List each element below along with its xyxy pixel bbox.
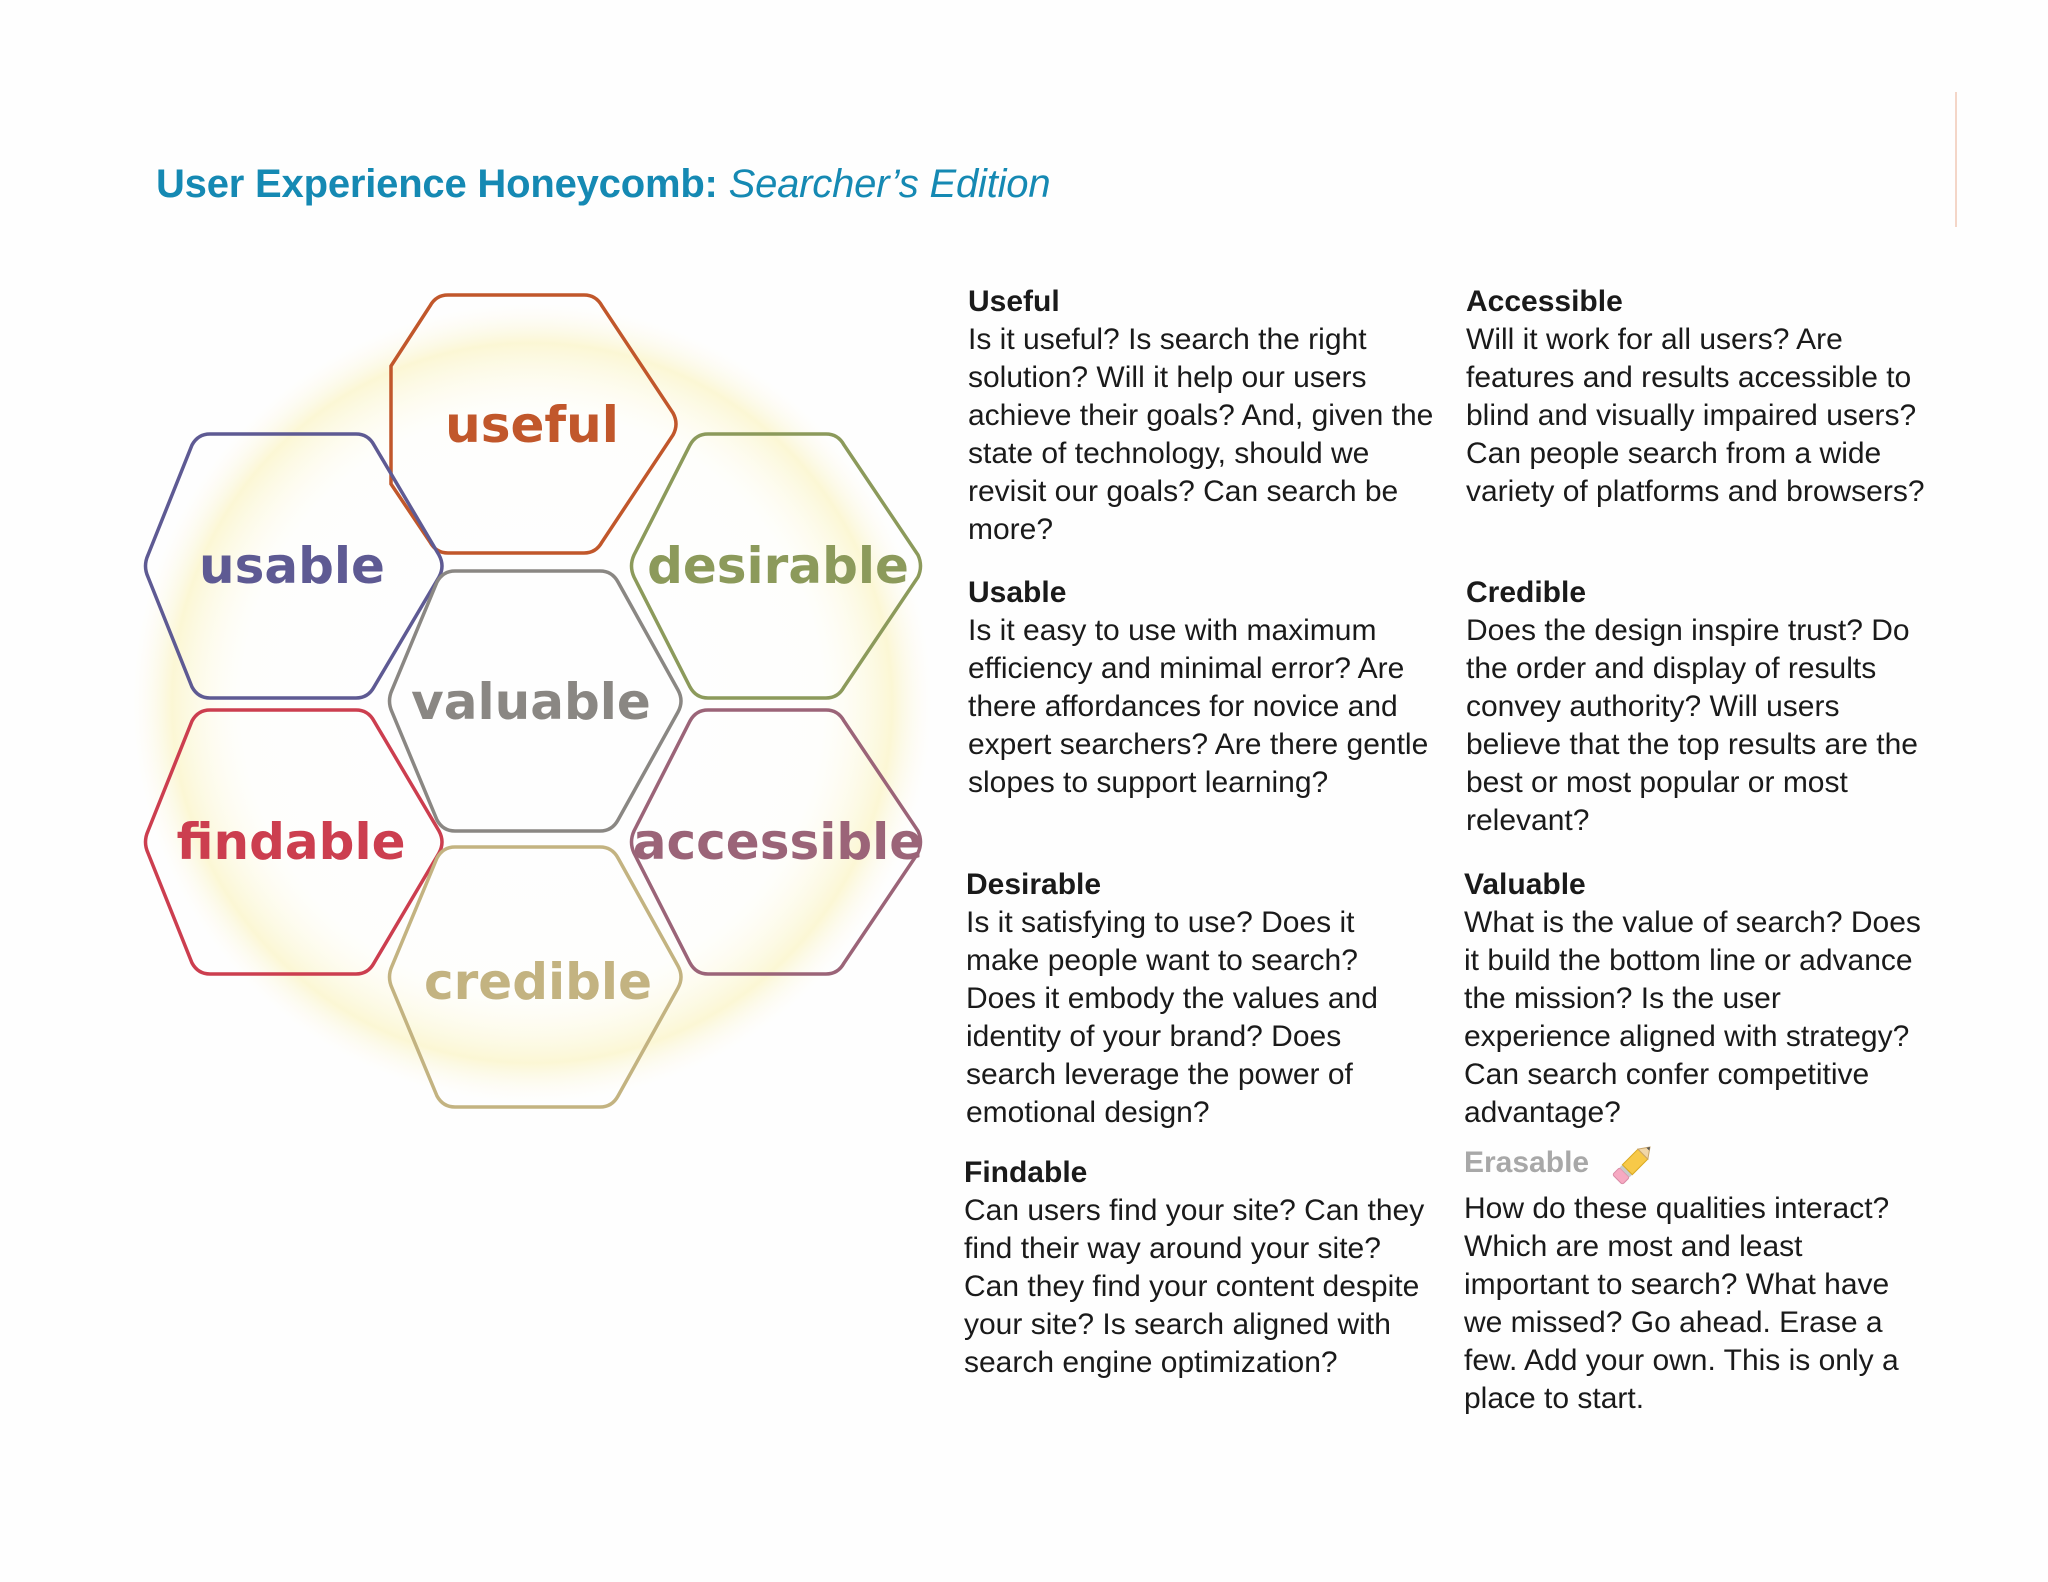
desc-heading: Useful <box>968 285 1060 318</box>
desc-text: Can users find your site? Can they find their way around your site? Can they find your content despite your site? Is search aligned with search engine optimization? <box>964 1194 1425 1379</box>
desc-text: Will it work for all users? Are features and results accessible to blind and visually impaired users? Can people search from a wide variety of platforms and browsers? <box>1466 323 1925 508</box>
desc-credible <box>1466 574 1936 840</box>
desc-accessible <box>1466 283 1936 511</box>
desc-useful <box>968 283 1438 549</box>
desc-findable <box>964 1154 1434 1382</box>
hex-label: valuable <box>411 673 651 731</box>
desc-heading: Valuable <box>1464 868 1586 901</box>
desc-heading: Desirable <box>966 868 1102 901</box>
hex-label: usable <box>199 537 385 595</box>
title-main: User Experience Honeycomb: <box>156 162 718 206</box>
honeycomb-diagram <box>0 0 940 1582</box>
desc-text: Is it easy to use with maximum efficiency and minimal error? Are there affordances for novice and expert searchers? Are there gentle slopes to support learning? <box>968 614 1429 799</box>
desc-text: Is it satisfying to use? Does it make people want to search? Does it embody the values and identity of your brand? Does search leverage the power of emotional design? <box>966 906 1378 1129</box>
hex-label: credible <box>424 953 652 1011</box>
desc-heading: Usable <box>968 576 1067 609</box>
desc-text: How do these qualities interact? Which are most and least important to search? What have we missed? Go ahead. Erase a few. Add your own. This is only a place to start. <box>1464 1192 1899 1415</box>
desc-heading: Findable <box>964 1156 1088 1189</box>
hex-label: accessible <box>632 813 924 871</box>
page-edge-line <box>1955 92 1957 227</box>
desc-text: What is the value of search? Does it build the bottom line or advance the mission? Is the user experience aligned with strategy? Can search confer competitive advantage? <box>1464 906 1921 1129</box>
title-subtitle: Searcher’s Edition <box>728 162 1051 206</box>
hex-label: findable <box>176 813 406 871</box>
desc-heading: Credible <box>1466 576 1587 609</box>
desc-erasable <box>1464 1138 1934 1418</box>
desc-heading: Accessible <box>1466 285 1623 318</box>
desc-usable <box>968 574 1438 802</box>
pencil-icon <box>1607 1138 1659 1190</box>
desc-valuable <box>1464 866 1934 1132</box>
desc-heading <box>1464 1138 1934 1190</box>
desc-text: Does the design inspire trust? Do the order and display of results convey authority? Will users believe that the top results are the best or most popular or most relevant? <box>1466 614 1918 837</box>
desc-text: Is it useful? Is search the right solution? Will it help our users achieve their goals? And, given the state of technology, should we revisit our goals? Can search be more? <box>968 323 1434 546</box>
desc-desirable <box>966 866 1436 1132</box>
hex-label: desirable <box>647 537 909 595</box>
erasable-label: Erasable <box>1464 1145 1590 1179</box>
hex-label: useful <box>445 396 619 454</box>
